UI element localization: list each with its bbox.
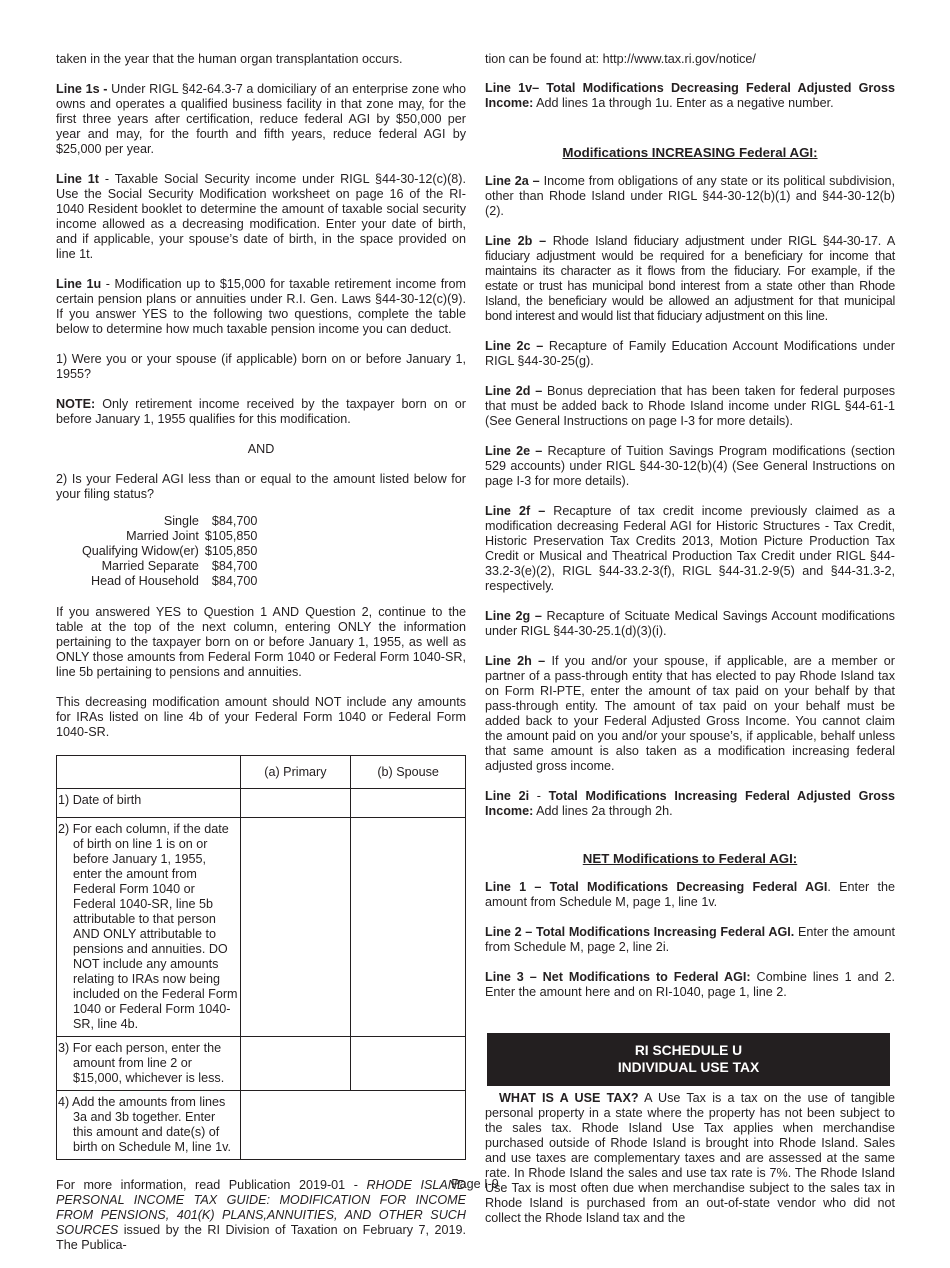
publication-intro: For more information, read Publication 2019-01 - — [56, 1178, 367, 1192]
publication-outro: issued by the RI Division of Taxation on February 7, 2019. The Publica- — [56, 1223, 466, 1252]
note-text: Only retirement income received by the taxpayer born on or before January 1, 1955 qualifies for this modification. — [56, 397, 466, 426]
note-label: NOTE: — [56, 397, 96, 411]
line-1v-text: Add lines 1a through 1u. Enter as a negative number. — [533, 96, 834, 110]
question-2: 2) Is your Federal AGI less than or equal to the amount listed below for your filing status? — [56, 472, 466, 501]
paragraph-line-1s — [56, 82, 466, 157]
line-2e-text: Recapture of Tuition Savings Program modifications (section 529 accounts) under RIGL §44-30-12(b)(4) (See General Instructions on page I-3 for more details). — [485, 444, 895, 488]
schedule-u-banner — [487, 1033, 890, 1086]
paragraph-line-2i — [485, 789, 895, 819]
filing-status-label: Single — [163, 514, 199, 528]
spouse-date-of-birth-field[interactable] — [351, 789, 466, 818]
publication-title: RHODE ISLAND PERSONAL INCOME TAX GUIDE: MODIFICATION FOR INCOME FROM PENSIONS, 401(K) PLANS,ANNUITIES, AND OTHER SUCH SOURCES — [56, 1178, 466, 1237]
paragraph-line-2c — [485, 339, 895, 369]
line-2h-label: Line 2h – — [485, 654, 546, 668]
right-column — [485, 52, 895, 1241]
publication-url: tion can be found at: http://www.tax.ri.gov/notice/ — [485, 52, 756, 66]
filing-status-amount: $105,850 — [204, 529, 258, 543]
net-line-2-label: Line 2 – Total Modifications Increasing Federal AGI. — [485, 925, 795, 939]
paragraph-net-line-3 — [485, 970, 895, 1000]
row-3-label: 3) For each person, enter the amount from line 2 or $15,000, whichever is less. — [57, 1037, 241, 1091]
paragraph-line-2g — [485, 609, 895, 639]
use-tax-label: WHAT IS A USE TAX? — [499, 1091, 639, 1105]
paragraph-note — [56, 397, 466, 427]
filing-status-label: Head of Household — [91, 574, 199, 588]
line-2a-text: Income from obligations of any state or its political subdivision, other than Rhode Island under RIGL §44-30-12(b)(1) and §44-30-12(b)(2). — [485, 174, 895, 218]
filing-status-table — [82, 514, 257, 589]
pension-modification-table — [56, 755, 466, 1160]
use-tax-text: A Use Tax is a tax on the use of tangible personal property in a state where the property has not been subject to the sales tax. Rhode Island Use Tax applies when merchandise purchased outside of Rhode Island is brought into Rhode Island. Sales and use taxes are complementary taxes and are assessed at the same rate. In Rhode Island the sales and use tax rate is 7%. The Rhode Island Use Tax is most often due when merchandise subject to the sales tax in Rhode Island is purchased from an out-of-state vendor who did not collect the Rhode Island tax and the — [485, 1091, 895, 1225]
line-2e-label: Line 2e – — [485, 444, 543, 458]
spouse-lesser-amount-field[interactable] — [351, 1037, 466, 1091]
filing-status-amount: $84,700 — [211, 559, 258, 573]
filing-status-label: Qualifying Widow(er) — [82, 544, 199, 558]
filing-status-amount: $84,700 — [211, 574, 258, 588]
question-1: 1) Were you or your spouse (if applicable) born on or before January 1, 1955? — [56, 352, 466, 381]
line-2g-text: Recapture of Scituate Medical Savings Account modifications under RIGL §44-30-25.1(d)(3)(i). — [485, 609, 895, 638]
line-2i-label: Line 2i — [485, 789, 530, 803]
line-2d-text: Bonus depreciation that has been taken for federal purposes that must be added back to Rhode Island income under RIGL §44-61-1 (See General Instructions on page I-3 for more details). — [485, 384, 895, 428]
line-1t-label: Line 1t — [56, 172, 99, 186]
filing-status-row — [82, 529, 257, 544]
line-2g-label: Line 2g – — [485, 609, 542, 623]
line-2f-text: Recapture of tax credit income previously claimed as a modification decreasing Federal AGI for Historic Structures - Tax Credit, Historic Preservation Tax Credits 2013, Motion Picture Production Tax Credit or Musical and Theatrical Production Tax Credit under RIGL §44-33.2-3(e)(2), RIGL §44-33.2-3(f), RIGL §44-31.2-9(5) and §44-31.3-2, respectively. — [485, 504, 895, 593]
paragraph-net-line-2 — [485, 925, 895, 955]
table-row-total — [57, 1091, 466, 1160]
header-spouse: (b) Spouse — [351, 756, 466, 789]
paragraph-line-2f — [485, 504, 895, 594]
line-1s-label: Line 1s - — [56, 82, 108, 96]
paragraph-line-2d — [485, 384, 895, 429]
filing-status-row — [82, 514, 257, 529]
paragraph-if-yes: If you answered YES to Question 1 AND Question 2, continue to the table at the top of the next column, entering ONLY the information pertaining to the taxpayer born on or before January 1, 1955, as well as ONLY those amounts from Federal Form 1040 or Federal Form 1040-SR, line 5b pertaining to pensions and annuities. — [56, 605, 466, 679]
total-amount-field[interactable] — [240, 1091, 465, 1160]
line-2h-text: If you and/or your spouse, if applicable, are a member or partner of a pass-through entity that has elected to pay Rhode Island tax on Form RI-PTE, enter the amount of tax paid on your behalf by that pass-through entity. The amount of tax paid on your behalf must be added back to your Federal Adjusted Gross Income. You cannot claim the amount paid on you and/or your spouse’s, if applicable, behalf unless that same amount is also taken as a modification increasing federal adjusted gross income. — [485, 654, 895, 773]
paragraph-ira-note: This decreasing modification amount should NOT include any amounts for IRAs listed on line 4b of your Federal Form 1040 or Federal Form 1040-SR. — [56, 695, 466, 739]
filing-status-amount: $84,700 — [211, 514, 258, 528]
paragraph-organ-transplant: taken in the year that the human organ transplantation occurs. — [56, 52, 403, 66]
line-2i-title: Total Modifications Increasing Federal Adjusted Gross Income: — [485, 789, 895, 818]
paragraph-line-2h — [485, 654, 895, 774]
line-1v-label: Line 1v– Total Modifications Decreasing Federal Adjusted Gross Income: — [485, 81, 895, 110]
header-primary: (a) Primary — [240, 756, 351, 789]
filing-status-row — [82, 544, 257, 559]
left-column — [56, 52, 466, 1268]
page-number: Page I-9 — [451, 1177, 499, 1191]
net-line-3-text: Combine lines 1 and 2. Enter the amount here and on RI-1040, page 1, line 2. — [485, 970, 895, 999]
paragraph-net-line-1 — [485, 880, 895, 910]
banner-title: RI SCHEDULE U — [634, 1043, 743, 1058]
paragraph-use-tax — [485, 1091, 895, 1226]
paragraph-line-1v — [485, 81, 895, 111]
heading-net-modifications: NET Modifications to Federal AGI: — [582, 851, 798, 866]
line-1u-label: Line 1u — [56, 277, 102, 291]
primary-date-of-birth-field[interactable] — [240, 789, 351, 818]
row-4-label: 4) Add the amounts from lines 3a and 3b together. Enter this amount and date(s) of birth on Schedule M, line 1v. — [57, 1091, 241, 1160]
primary-pension-amount-field[interactable] — [240, 818, 351, 1037]
paragraph-line-2a — [485, 174, 895, 219]
spouse-pension-amount-field[interactable] — [351, 818, 466, 1037]
paragraph-line-1t — [56, 172, 466, 262]
line-1s-text: Under RIGL §42-64.3-7 a domiciliary of an enterprise zone who owns and operates a qualified business facility in that zone may, for the first three years after certification, reduce federal AGI by $50,000 per year and may, for the fourth and fifth years, reduce federal AGI by $25,000 per year. — [56, 82, 466, 156]
line-2c-label: Line 2c – — [485, 339, 544, 353]
net-line-1-text: . Enter the amount from Schedule M, page 1, line 1v. — [485, 880, 895, 909]
and-separator: AND — [247, 442, 275, 456]
primary-lesser-amount-field[interactable] — [240, 1037, 351, 1091]
paragraph-line-2b — [485, 234, 895, 324]
line-1t-text: - Taxable Social Security income under RIGL §44-30-12(c)(8). Use the Social Security Modification worksheet on page 16 of the RI-1040 Resident booklet to determine the amount of taxable social security income allowed as a decreasing modification. Enter your date of birth, and if applicable, your spouse’s date of birth, in the space provided on line 1t. — [56, 172, 466, 261]
row-1-label: 1) Date of birth — [57, 789, 241, 818]
heading-modifications-increasing: Modifications INCREASING Federal AGI: — [562, 145, 818, 160]
line-2b-label: Line 2b – — [485, 234, 547, 248]
line-2f-label: Line 2f – — [485, 504, 546, 518]
paragraph-line-2e — [485, 444, 895, 489]
table-row-pension-amount — [57, 818, 466, 1037]
table-row-date-of-birth — [57, 789, 466, 818]
line-2i-text: Add lines 2a through 2h. — [533, 804, 673, 818]
filing-status-amount: $105,850 — [204, 544, 258, 558]
line-2a-label: Line 2a – — [485, 174, 540, 188]
line-2i-separator: - — [529, 789, 549, 803]
filing-status-row — [82, 574, 257, 589]
banner-subtitle: INDIVIDUAL USE TAX — [617, 1060, 760, 1075]
paragraph-line-1u — [56, 277, 466, 337]
table-header-row — [57, 756, 466, 789]
filing-status-row — [82, 559, 257, 574]
net-line-2-text: Enter the amount from Schedule M, page 2, line 2i. — [485, 925, 895, 954]
line-1u-text: - Modification up to $15,000 for taxable retirement income from certain pension plans or annuities under R.I. Gen. Laws §44-30-12(c)(9). If you answer YES to the following two questions, complete the table below to determine how much taxable pension income you can deduct. — [56, 277, 466, 336]
filing-status-label: Married Separate — [101, 559, 199, 573]
line-2b-text: Rhode Island fiduciary adjustment under RIGL §44-30-17. A fiduciary adjustment would be required for a beneficiary for income that maintains its character as it flows from the fiduciary. For example, if the estate or trust has municipal bond interest from a state other than Rhode Island, the beneficiary would be allowed an adjustment for that municipal bond interest and would list that fiduciary adjustment on this line. — [485, 234, 895, 323]
line-2c-text: Recapture of Family Education Account Modifications under RIGL §44-30-25(g). — [485, 339, 895, 368]
row-2-label: 2) For each column, if the date of birth on line 1 is on or before January 1, 1955, enter the amount from Federal Form 1040 or Federal 1040-SR, line 5b attributable to that person AND ONLY attributable to pensions and annuities. DO NOT include any amounts relating to IRAs now being included on the Federal Form 1040 or Federal Form 1040-SR, line 4b. — [57, 818, 241, 1037]
line-2d-label: Line 2d – — [485, 384, 543, 398]
net-line-1-label: Line 1 – Total Modifications Decreasing Federal AGI — [485, 880, 828, 894]
table-row-lesser-amount — [57, 1037, 466, 1091]
header-empty-cell — [57, 756, 241, 789]
filing-status-label: Married Joint — [126, 529, 199, 543]
net-line-3-label: Line 3 – Net Modifications to Federal AGI: — [485, 970, 751, 984]
